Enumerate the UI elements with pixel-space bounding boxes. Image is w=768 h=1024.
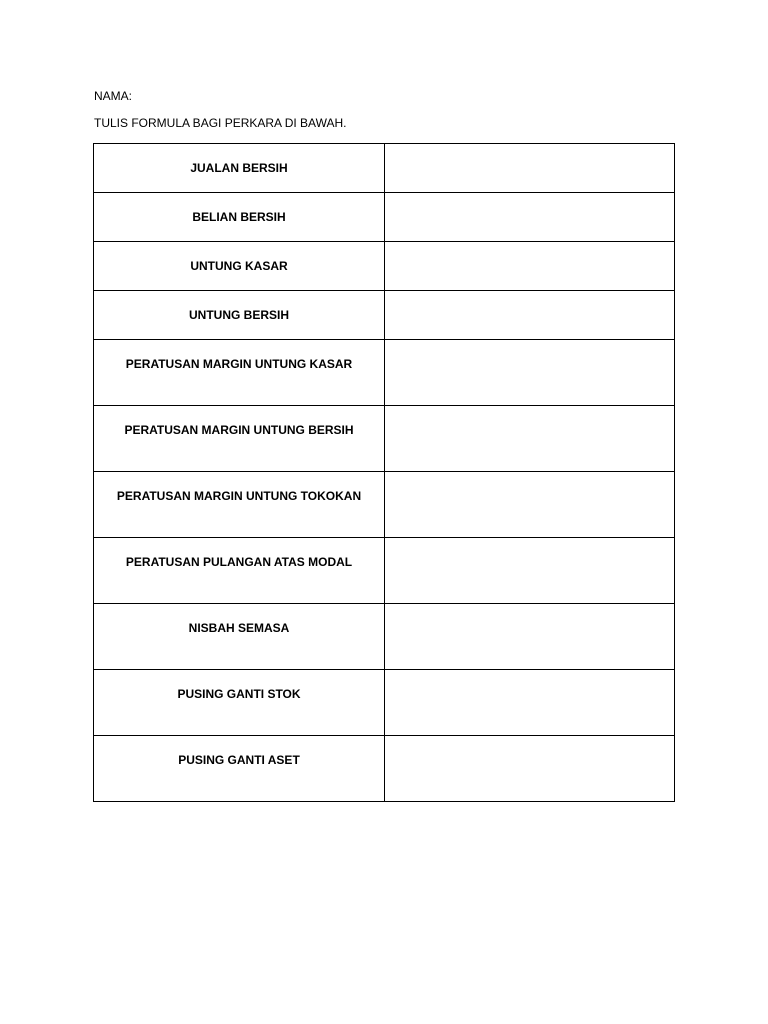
table-row (94, 144, 675, 193)
table-row (94, 472, 675, 538)
table-row (94, 406, 675, 472)
row-label-cell (94, 736, 385, 802)
name-label: NAMA: (94, 89, 133, 103)
row-label-cell (94, 604, 385, 670)
row-label: PERATUSAN MARGIN UNTUNG BERSIH (124, 423, 354, 437)
answer-cell[interactable] (385, 472, 675, 538)
row-label: PERATUSAN MARGIN UNTUNG TOKOKAN (116, 489, 362, 503)
row-label: UNTUNG KASAR (190, 259, 288, 273)
answer-cell[interactable] (385, 291, 675, 340)
answer-cell[interactable] (385, 538, 675, 604)
answer-cell[interactable] (385, 406, 675, 472)
row-label: PUSING GANTI STOK (177, 687, 301, 701)
row-label: JUALAN BERSIH (190, 161, 288, 175)
answer-cell[interactable] (385, 340, 675, 406)
table-row (94, 340, 675, 406)
table-row (94, 538, 675, 604)
row-label: NISBAH SEMASA (188, 621, 290, 635)
table-row (94, 604, 675, 670)
row-label-cell (94, 472, 385, 538)
table-row (94, 736, 675, 802)
row-label-cell (94, 242, 385, 291)
table-row (94, 193, 675, 242)
row-label-cell (94, 538, 385, 604)
answer-cell[interactable] (385, 604, 675, 670)
row-label: PUSING GANTI ASET (178, 753, 300, 767)
answer-cell[interactable] (385, 193, 675, 242)
row-label: BELIAN BERSIH (192, 210, 286, 224)
table-row (94, 670, 675, 736)
answer-cell[interactable] (385, 242, 675, 291)
table-row (94, 291, 675, 340)
row-label-cell (94, 193, 385, 242)
answer-cell[interactable] (385, 736, 675, 802)
formula-table (93, 143, 675, 802)
row-label-cell (94, 406, 385, 472)
row-label-cell (94, 144, 385, 193)
row-label-cell (94, 670, 385, 736)
row-label: UNTUNG BERSIH (188, 308, 289, 322)
row-label: PERATUSAN MARGIN UNTUNG KASAR (125, 357, 353, 371)
instruction-text: TULIS FORMULA BAGI PERKARA DI BAWAH. (94, 116, 347, 130)
table-row (94, 242, 675, 291)
answer-cell[interactable] (385, 144, 675, 193)
row-label-cell (94, 340, 385, 406)
row-label-cell (94, 291, 385, 340)
row-label: PERATUSAN PULANGAN ATAS MODAL (125, 555, 353, 569)
answer-cell[interactable] (385, 670, 675, 736)
